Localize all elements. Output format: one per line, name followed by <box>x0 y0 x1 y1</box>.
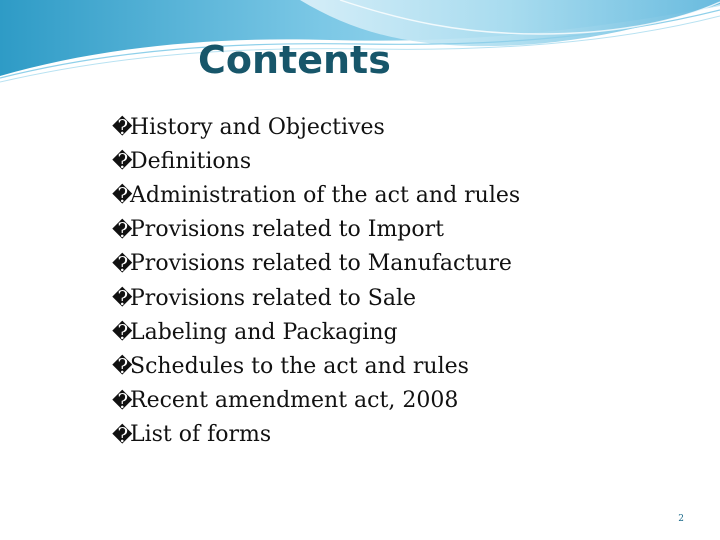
list-item-text: Provisions related to Manufacture <box>130 251 512 277</box>
list-item <box>112 281 520 315</box>
bullet-icon: � <box>112 115 133 140</box>
list-item <box>112 144 520 178</box>
slide-title: Contents <box>198 38 391 82</box>
contents-list <box>112 110 520 452</box>
list-item <box>112 178 520 212</box>
list-item-text: History and Objectives <box>130 114 385 140</box>
bullet-icon: � <box>112 422 133 447</box>
list-item-text: Administration of the act and rules <box>130 182 521 208</box>
list-item <box>112 110 520 144</box>
bullet-icon: � <box>112 251 133 276</box>
list-item <box>112 349 520 383</box>
bullet-icon: � <box>112 183 133 208</box>
list-item-text: Schedules to the act and rules <box>130 353 469 379</box>
bullet-icon: � <box>112 149 133 174</box>
list-item <box>112 213 520 247</box>
bullet-icon: � <box>112 354 133 379</box>
list-item-text: List of forms <box>130 422 272 448</box>
bullet-icon: � <box>112 286 133 311</box>
list-item <box>112 384 520 418</box>
list-item <box>112 418 520 452</box>
bullet-icon: � <box>112 388 133 413</box>
bullet-icon: � <box>112 217 133 242</box>
page-number: 2 <box>678 514 684 524</box>
list-item <box>112 315 520 349</box>
list-item-text: Provisions related to Import <box>130 217 444 243</box>
list-item-text: Recent amendment act, 2008 <box>130 388 459 414</box>
bullet-icon: � <box>112 320 133 345</box>
list-item-text: Definitions <box>130 148 252 174</box>
list-item-text: Labeling and Packaging <box>130 319 398 345</box>
list-item <box>112 247 520 281</box>
list-item-text: Provisions related to Sale <box>130 285 416 311</box>
